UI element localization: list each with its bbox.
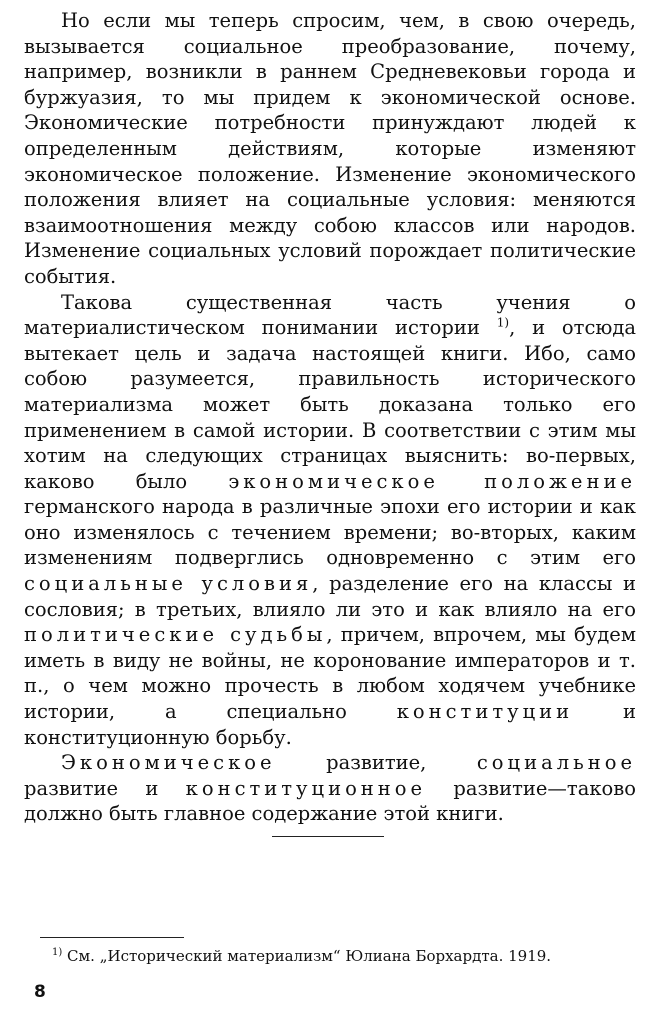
paragraph-2-text-d: , разделение его на классы и сословия; в третьих, влияло ли это и как влияло на его bbox=[24, 572, 636, 621]
paragraph-2-text-b: , и отсюда вытекает цель и задача настоящей книги. Ибо, само собою разумеется, правильность исторического материализма может быть доказана только его применением в самой истории. В соответствии с этим мы хотим на следующих страницах выяснить: во-первых, каково было bbox=[24, 316, 636, 493]
paragraph-3-text-a: развитие, bbox=[275, 751, 477, 775]
paragraph-3 bbox=[24, 750, 636, 827]
section-divider bbox=[272, 836, 384, 837]
footnote-mark: 1) bbox=[52, 947, 63, 958]
emphasis-constitutional: конституционное bbox=[185, 776, 427, 800]
footnote bbox=[52, 946, 642, 966]
paragraph-1-text: Но если мы теперь спросим, чем, в свою очередь, вызывается социальное преобразование, почему, например, возникли в раннем Средневековьи города и буржуазия, то мы придем к экономической основе. Экономические потребности принуждают людей к определенным действиям, которые изменяют экономическое положение. Изменение экономического положения влияет на социальные условия: меняются взаимоотношения между собою классов или народов. Изменение социальных условий порождает политические события. bbox=[24, 9, 636, 288]
paragraph-2 bbox=[24, 290, 636, 751]
page-number: 8 bbox=[34, 982, 46, 1002]
paragraph-2-text-c: германского народа в различные эпохи его истории и как оно изменялось с течением времени; во-вторых, каким изменениям подверглись одновременно с этим его bbox=[24, 495, 636, 570]
emphasis-economic-position: экономическое положение bbox=[228, 469, 636, 493]
emphasis-social-conditions: социальные условия bbox=[24, 572, 313, 596]
paragraph-2-text-f: и конституционную борьбу. bbox=[24, 700, 636, 749]
paragraph-2-text-e: , причем, впрочем, мы будем иметь в виду не войны, не коронование императоров и т. п., о чем можно прочесть в любом ходячем учебнике истории, а специально bbox=[24, 623, 636, 724]
emphasis-constitutions: конституции bbox=[396, 700, 574, 724]
footnote-text: См. „Исторический материализм“ Юлиана Борхардта. 1919. bbox=[62, 947, 552, 965]
emphasis-economic: Экономическое bbox=[61, 751, 276, 775]
body-text bbox=[24, 8, 636, 827]
footnote-reference: 1) bbox=[496, 315, 510, 330]
footnote-rule bbox=[40, 937, 184, 938]
emphasis-political-fate: политические судьбы bbox=[24, 623, 327, 647]
paragraph-3-text-c: развитие—таково должно быть главное содержание этой книги. bbox=[24, 776, 636, 826]
paragraph-2-text-a: Такова существенная часть учения о материалистическом понимании истории bbox=[24, 290, 636, 340]
paragraph-3-text-b: развитие и bbox=[24, 776, 186, 800]
emphasis-social: социальное bbox=[476, 751, 636, 775]
paragraph-1 bbox=[24, 8, 636, 290]
